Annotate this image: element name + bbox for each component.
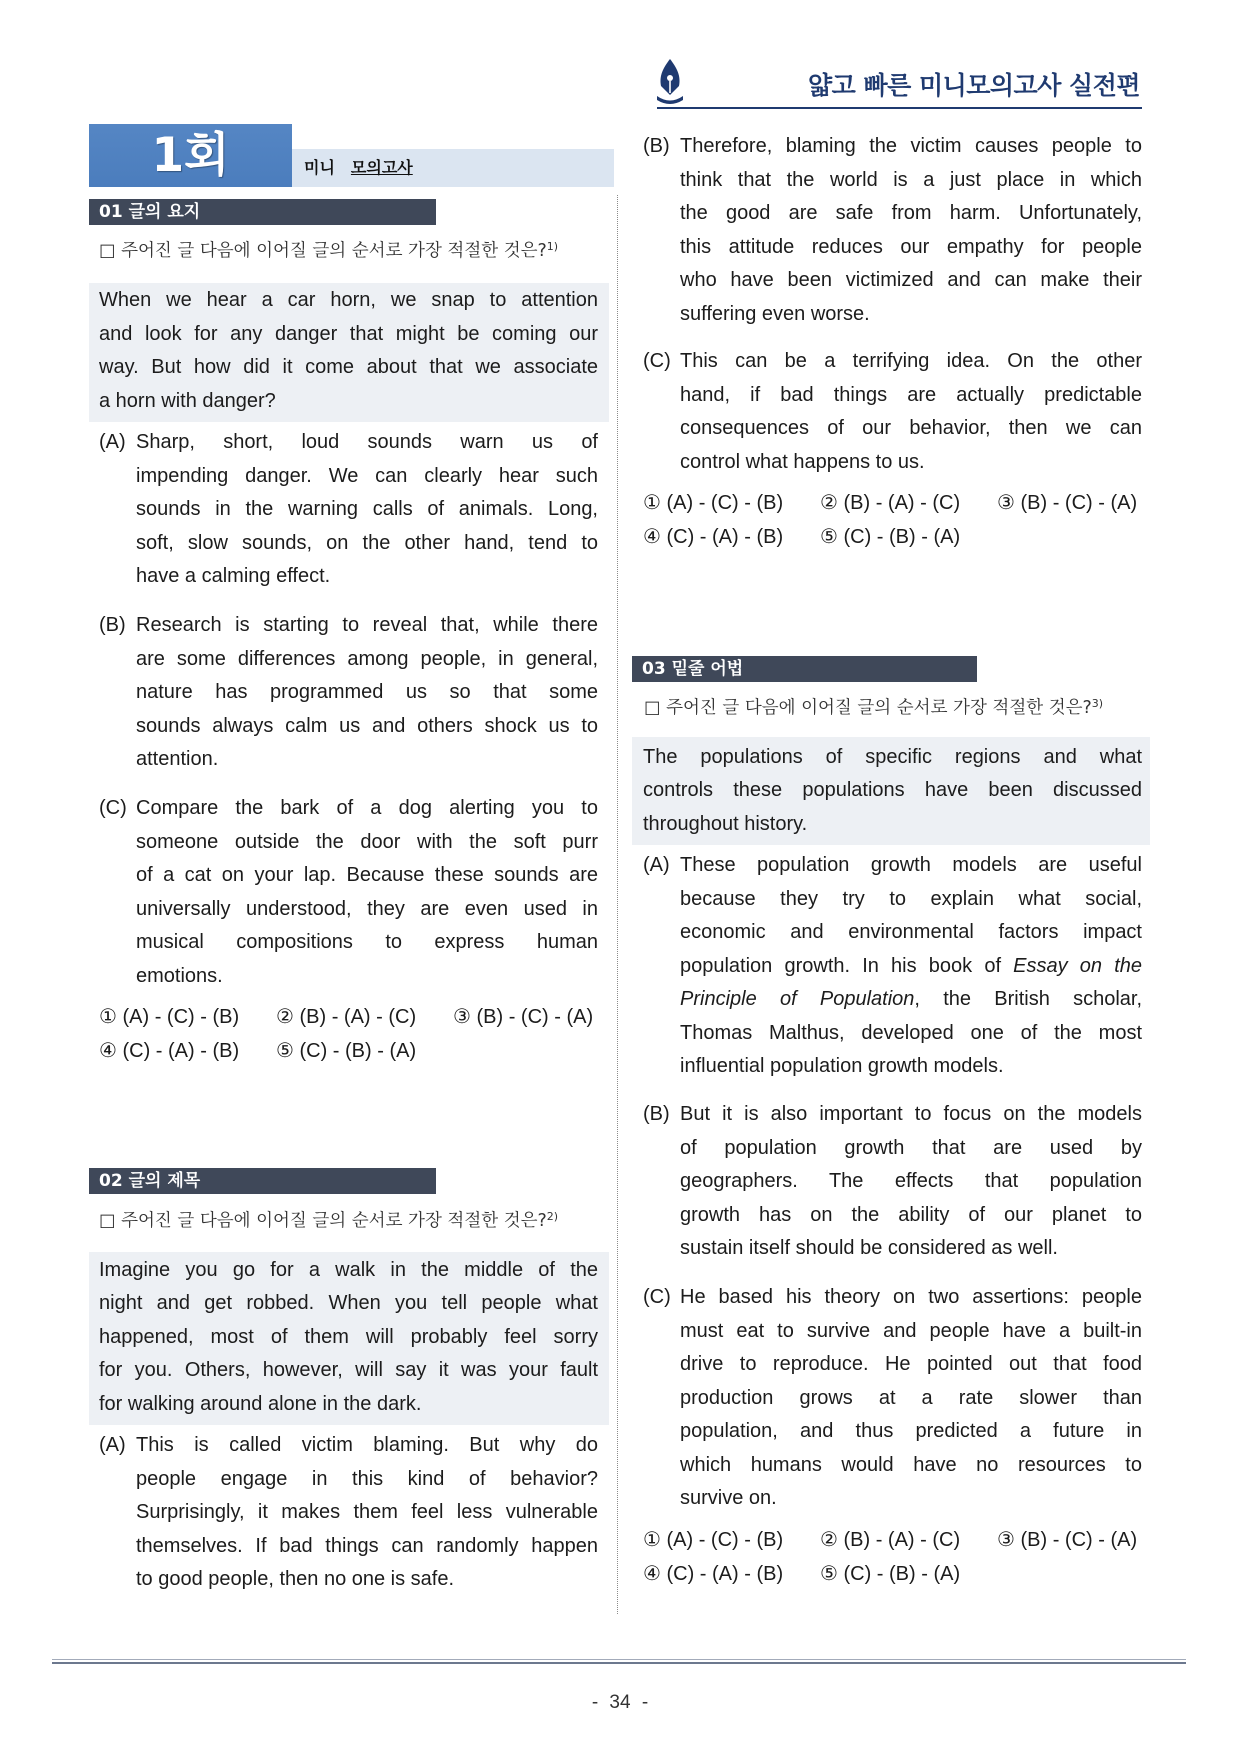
paragraph-label: (C) bbox=[643, 350, 671, 372]
paragraph-c bbox=[643, 345, 1142, 479]
text-line: a horn with danger? bbox=[99, 389, 276, 412]
text-line: He based his theory on two assertions: people bbox=[680, 1286, 1142, 1308]
answer-options bbox=[643, 487, 1147, 554]
footer-rule bbox=[52, 1659, 1186, 1660]
text-line: controls these populations have been discussed bbox=[643, 779, 1142, 801]
given-passage bbox=[89, 1252, 609, 1425]
question-text: □ 주어진 글 다음에 이어질 글의 순서로 가장 적절한 것은? bbox=[99, 1211, 547, 1231]
paragraph-a bbox=[643, 849, 1142, 1084]
text-line: people engage in this kind of behavior? bbox=[136, 1467, 598, 1490]
paragraph-c bbox=[99, 792, 598, 993]
text-line: for walking around alone in the dark. bbox=[99, 1392, 422, 1415]
answer-option-5: ⑤ (C) - (B) - (A) bbox=[820, 525, 961, 548]
footnote-marker: 1) bbox=[546, 240, 559, 253]
text-line: survive on. bbox=[680, 1487, 777, 1509]
text-line: But it is also important to focus on the models bbox=[680, 1103, 1142, 1125]
paragraph-body bbox=[136, 792, 598, 993]
text-line: These population growth models are useful bbox=[680, 854, 1142, 876]
text-line: are some differences among people, in general, bbox=[136, 647, 598, 670]
column-divider bbox=[617, 195, 618, 1614]
text-line bbox=[680, 983, 1142, 1017]
paragraph-a bbox=[99, 1429, 598, 1597]
text-line: throughout history. bbox=[643, 812, 808, 835]
text-line: growth has on the ability of our planet to bbox=[680, 1203, 1142, 1226]
footer-rule bbox=[52, 1662, 1186, 1664]
text-line: The populations of specific regions and what bbox=[643, 745, 1142, 768]
paragraph-body bbox=[680, 1281, 1142, 1516]
answer-option-1: ① (A) - (C) - (B) bbox=[99, 1006, 240, 1028]
text-line: production grows at a rate slower than bbox=[680, 1386, 1142, 1409]
text-line: nature has programmed us so that some bbox=[136, 681, 598, 703]
text-line: universally understood, they are even used in bbox=[136, 897, 598, 920]
paragraph-body bbox=[136, 609, 598, 777]
text-line: because they try to explain what social, bbox=[680, 887, 1142, 910]
answer-option-4: ④ (C) - (A) - (B) bbox=[99, 1039, 240, 1062]
answer-option-2: ② (B) - (A) - (C) bbox=[820, 492, 961, 514]
text-line: sounds always calm us and others shock us to bbox=[136, 714, 598, 737]
paragraph-label: (C) bbox=[643, 1286, 671, 1308]
text-line: suffering even worse. bbox=[680, 302, 870, 325]
answer-option-3: ③ (B) - (C) - (A) bbox=[997, 492, 1138, 514]
text-line: sounds in the warning calls of animals. Long, bbox=[136, 498, 598, 520]
text-line: someone outside the door with the soft purr bbox=[136, 830, 598, 853]
paragraph-c bbox=[643, 1281, 1142, 1516]
text-line: happened, most of them will probably feel sorry bbox=[99, 1325, 598, 1348]
text-line: the good are safe from harm. Unfortunately, bbox=[680, 202, 1142, 224]
text-line: impending danger. We can clearly hear such bbox=[136, 464, 598, 487]
footnote-marker: 2) bbox=[546, 1210, 559, 1223]
text-line: themselves. If bad things can randomly happen bbox=[136, 1534, 598, 1557]
text-line: economic and environmental factors impact bbox=[680, 921, 1142, 943]
section-header: 02 글의 제목 bbox=[89, 1168, 436, 1194]
test-number-badge bbox=[89, 124, 292, 187]
text-line: attention. bbox=[136, 748, 219, 770]
text-line: for you. Others, however, will say it was your fault bbox=[99, 1359, 598, 1381]
section-header: 03 밑줄 어법 bbox=[632, 656, 977, 682]
footnote-marker: 3) bbox=[1091, 697, 1104, 710]
text-line: think that the world is a just place in which bbox=[680, 168, 1142, 191]
question-text: □ 주어진 글 다음에 이어질 글의 순서로 가장 적절한 것은? bbox=[99, 241, 547, 261]
line-segment: , the British scholar, bbox=[914, 988, 1142, 1010]
text-line: This is called victim blaming. But why do bbox=[136, 1434, 598, 1456]
answer-option-1: ① (A) - (C) - (B) bbox=[643, 1529, 784, 1551]
answer-options bbox=[643, 1524, 1147, 1591]
answer-option-4: ④ (C) - (A) - (B) bbox=[643, 525, 784, 548]
paragraph-body bbox=[136, 1429, 598, 1597]
text-line: of a cat on your lap. Because these sounds are bbox=[136, 864, 598, 886]
text-line: and look for any danger that might be coming our bbox=[99, 322, 598, 345]
text-line: Surprisingly, it makes them feel less vulnerable bbox=[136, 1501, 598, 1523]
paragraph-b bbox=[643, 1098, 1142, 1266]
answer-option-2: ② (B) - (A) - (C) bbox=[276, 1006, 417, 1028]
text-line: When we hear a car horn, we snap to attention bbox=[99, 289, 598, 311]
text-line: population, and thus predicted a future in bbox=[680, 1420, 1142, 1442]
answer-option-5: ⑤ (C) - (B) - (A) bbox=[276, 1039, 417, 1062]
paragraph-body bbox=[680, 130, 1142, 331]
paragraph-label: (B) bbox=[643, 135, 670, 157]
text-line: Sharp, short, loud sounds warn us of bbox=[136, 431, 598, 453]
text-line: Compare the bark of a dog alerting you to bbox=[136, 797, 598, 819]
paragraph-body bbox=[680, 1098, 1142, 1266]
answer-option-1: ① (A) - (C) - (B) bbox=[643, 492, 784, 514]
answer-option-5: ⑤ (C) - (B) - (A) bbox=[820, 1562, 961, 1585]
text-line: Thomas Malthus, developed one of the most bbox=[680, 1021, 1142, 1044]
text-line: way. But how did it come about that we associate bbox=[99, 356, 598, 378]
text-line: geographers. The effects that population bbox=[680, 1170, 1142, 1192]
text-line: emotions. bbox=[136, 964, 223, 987]
paragraph-body bbox=[680, 849, 1142, 1084]
text-line: musical compositions to express human bbox=[136, 931, 598, 953]
text-line: to good people, then no one is safe. bbox=[136, 1568, 455, 1590]
italic-book-title: Principle of Population bbox=[680, 988, 915, 1010]
question-prompt bbox=[99, 239, 558, 263]
text-line: This can be a terrifying idea. On the other bbox=[680, 350, 1142, 372]
pen-nib-logo-icon bbox=[654, 57, 686, 107]
text-line: consequences of our behavior, then we can bbox=[680, 417, 1142, 439]
text-line: influential population growth models. bbox=[680, 1055, 1004, 1077]
text-line: control what happens to us. bbox=[680, 450, 925, 473]
text-line: which humans would have no resources to bbox=[680, 1453, 1142, 1476]
paragraph-label: (A) bbox=[99, 431, 126, 453]
given-passage bbox=[632, 737, 1150, 845]
text-line: who have been victimized and can make their bbox=[680, 269, 1142, 291]
answer-options bbox=[99, 1001, 603, 1068]
paragraph-label: (B) bbox=[99, 614, 126, 636]
test-type-main: 모의고사 bbox=[350, 158, 413, 177]
paragraph-label: (C) bbox=[99, 797, 127, 819]
test-number: 1회 bbox=[151, 128, 230, 183]
paragraph-a bbox=[99, 426, 598, 594]
paragraph-label: (A) bbox=[643, 854, 670, 876]
text-line: Imagine you go for a walk in the middle of the bbox=[99, 1258, 598, 1281]
header-rule bbox=[657, 107, 1142, 109]
text-line: must eat to survive and people have a built-in bbox=[680, 1319, 1142, 1342]
given-passage bbox=[89, 283, 609, 422]
page-number: - 34 - bbox=[591, 1692, 649, 1713]
test-type-bar bbox=[292, 149, 614, 187]
text-line: sustain itself should be considered as well. bbox=[680, 1237, 1058, 1259]
series-title: 얇고 빠른 미니모의고사 실전편 bbox=[807, 71, 1140, 100]
paragraph-b bbox=[99, 609, 598, 777]
paragraph-label: (A) bbox=[99, 1434, 126, 1456]
text-line: have a calming effect. bbox=[136, 565, 331, 587]
paragraph-b bbox=[643, 130, 1142, 331]
question-prompt bbox=[99, 1209, 558, 1233]
text-line: Therefore, blaming the victim causes people to bbox=[680, 135, 1142, 157]
text-line: of population growth that are used by bbox=[680, 1136, 1142, 1159]
question-text: □ 주어진 글 다음에 이어질 글의 순서로 가장 적절한 것은? bbox=[644, 698, 1092, 718]
text-line: this attitude reduces our empathy for people bbox=[680, 235, 1142, 258]
line-segment: population growth. In his book of bbox=[680, 954, 1014, 977]
answer-option-4: ④ (C) - (A) - (B) bbox=[643, 1562, 784, 1585]
answer-option-3: ③ (B) - (C) - (A) bbox=[453, 1006, 594, 1028]
section-header: 01 글의 요지 bbox=[89, 199, 436, 225]
italic-book-title: Essay on the bbox=[1013, 954, 1143, 977]
text-line: soft, slow sounds, on the other hand, tend to bbox=[136, 531, 598, 554]
answer-option-2: ② (B) - (A) - (C) bbox=[820, 1529, 961, 1551]
paragraph-body bbox=[136, 426, 598, 594]
paragraph-label: (B) bbox=[643, 1103, 670, 1125]
question-prompt bbox=[644, 696, 1103, 720]
test-type-prefix: 미니 bbox=[304, 158, 335, 177]
text-line: night and get robbed. When you tell people what bbox=[99, 1292, 598, 1314]
paragraph-body bbox=[680, 345, 1142, 479]
answer-option-3: ③ (B) - (C) - (A) bbox=[997, 1529, 1138, 1551]
text-line bbox=[680, 950, 1142, 984]
text-line: Research is starting to reveal that, while there bbox=[136, 614, 598, 636]
text-line: drive to reproduce. He pointed out that food bbox=[680, 1353, 1142, 1375]
text-line: hand, if bad things are actually predictable bbox=[680, 383, 1142, 406]
